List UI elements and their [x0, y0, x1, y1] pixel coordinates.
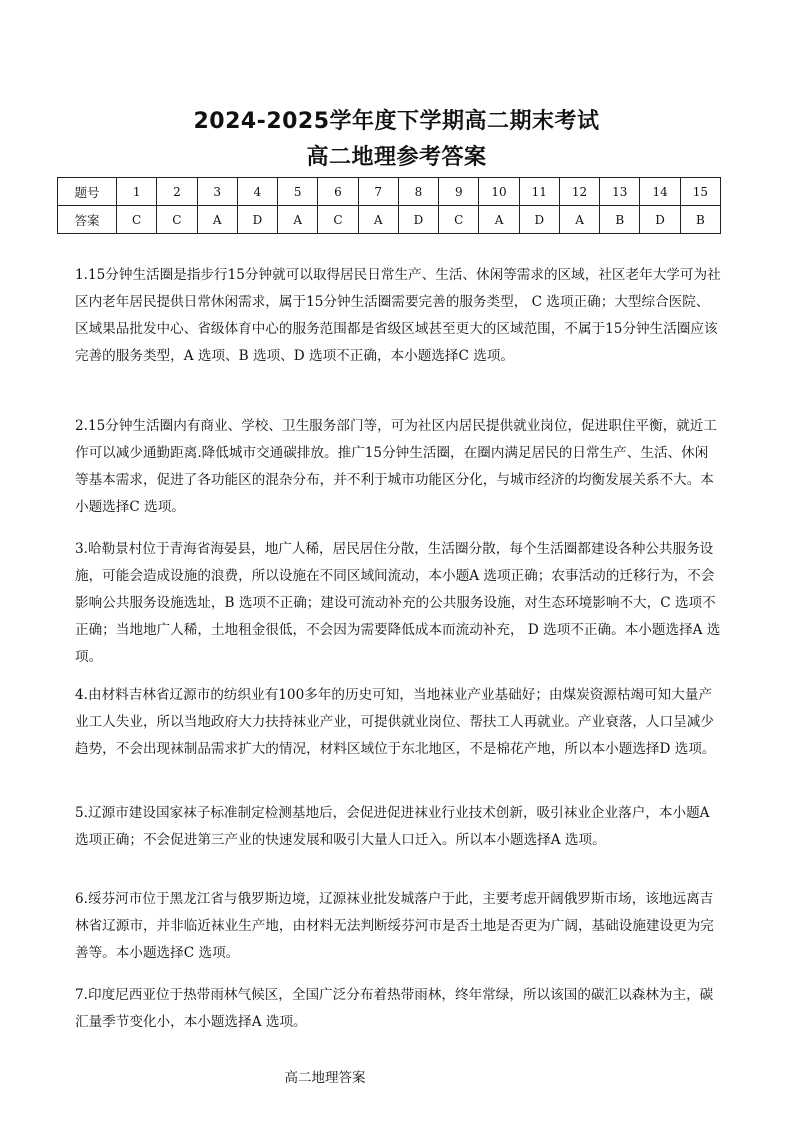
question-number-label: 题号 [58, 178, 117, 206]
answer-cell: D [398, 206, 438, 234]
question-number: 1 [117, 178, 157, 206]
explanation-paragraph: 7.印度尼西亚位于热带雨林气候区，全国广泛分布着热带雨林，终年常绿，所以该国的碳汇以森林为主，碳汇量季节变化小，本小题选择A 选项。 [75, 987, 714, 1030]
question-number: 6 [318, 178, 358, 206]
question-number: 5 [278, 178, 318, 206]
explanation-paragraph: 3.哈勒景村位于青海省海晏县，地广人稀，居民居住分散，生活圈分散，每个生活圈都建设各种公共服务设施，可能会造成设施的浪费，所以设施在不同区域间流动，本小题A 选项正确；农事活动的迁移行为，不会影响公共服务设施选址，B 选项不正确；建设可流动补充的公共服务设施，对生态环境影响不大，C 选项不正确；当地地广人稀，土地租金很低，不会因为需要降低成本而流动补充， D 选项不正确。本小题选择A 选项。 [75, 541, 721, 665]
question-number: 4 [237, 178, 277, 206]
answer-cell: A [278, 206, 318, 234]
question-number: 14 [640, 178, 680, 206]
answer-cell: A [197, 206, 237, 234]
question-number: 15 [680, 178, 720, 206]
explanation-paragraph: 1.15分钟生活圈是指步行15分钟就可以取得居民日常生产、生活、休闲等需求的区域，社区老年大学可为社区内老年居民提供日常休闲需求，属于15分钟生活圈需要完善的服务类型， C 选项正确；大型综合医院、区域果品批发中心、省级体育中心的服务范围都是省级区域甚至更大的区域范围，不属于15分钟生活圈应该完善的服务类型，A 选项、B 选项、D 选项不正确，本小题选择C 选项。 [75, 267, 721, 364]
question-number: 10 [479, 178, 519, 206]
answer-cell: C [117, 206, 157, 234]
answer-cell: B [600, 206, 640, 234]
answer-cell: C [157, 206, 197, 234]
question-number: 11 [519, 178, 559, 206]
question-number: 9 [439, 178, 479, 206]
question-number: 7 [358, 178, 398, 206]
answer-cell: B [680, 206, 720, 234]
page-title: 2024-2025学年度下学期高二期末考试 [193, 109, 600, 134]
explanation-paragraph: 5.辽源市建设国家袜子标准制定检测基地后，会促进促进袜业行业技术创新，吸引袜业企业落户，本小题A 选项正确；不会促进第三产业的快速发展和吸引大量人口迁入。所以本小题选择A 选项。 [75, 805, 710, 848]
answer-row [58, 206, 721, 234]
answer-cell: C [318, 206, 358, 234]
question-number: 13 [600, 178, 640, 206]
question-number: 3 [197, 178, 237, 206]
answer-table [57, 177, 721, 234]
question-number: 12 [559, 178, 599, 206]
answer-cell: D [519, 206, 559, 234]
question-number-row [58, 178, 721, 206]
explanation-paragraph: 2.15分钟生活圈内有商业、学校、卫生服务部门等，可为社区内居民提供就业岗位，促进职住平衡，就近工作可以减少通勤距离.降低城市交通碳排放。推广15分钟生活圈，在圈内满足居民的日常生产、生活、休闲等基本需求，促进了各功能区的混杂分布，并不利于城市功能区分化，与城市经济的均衡发展关系不大。本小题选择C 选项。 [75, 418, 717, 515]
answer-cell: C [439, 206, 479, 234]
answer-cell: A [358, 206, 398, 234]
answer-cell: A [559, 206, 599, 234]
explanation-paragraph: 6.绥芬河市位于黑龙江省与俄罗斯边境，辽源袜业批发城落户于此，主要考虑开阔俄罗斯市场，该地远离吉林省辽源市，并非临近袜业生产地，由材料无法判断绥芬河市是否土地是否更为广阔，基础设施建设更为完善等。本小题选择C 选项。 [75, 891, 714, 961]
answer-cell: D [237, 206, 277, 234]
page-subtitle: 高二地理参考答案 [306, 145, 487, 170]
page-footer: 高二地理答案 [284, 1070, 366, 1086]
explanation-paragraph: 4.由材料吉林省辽源市的纺织业有100多年的历史可知，当地袜业产业基础好；由煤炭资源枯竭可知大量产业工人失业，所以当地政府大力扶持袜业产业，可提供就业岗位、帮扶工人再就业。产业衰落，人口呈减少趋势，不会出现袜制品需求扩大的情况，材料区域位于东北地区，不是棉花产地，所以本小题选择D 选项。 [75, 687, 716, 757]
question-number: 8 [398, 178, 438, 206]
answer-cell: A [479, 206, 519, 234]
answer-label: 答案 [58, 206, 117, 234]
question-number: 2 [157, 178, 197, 206]
answer-cell: D [640, 206, 680, 234]
